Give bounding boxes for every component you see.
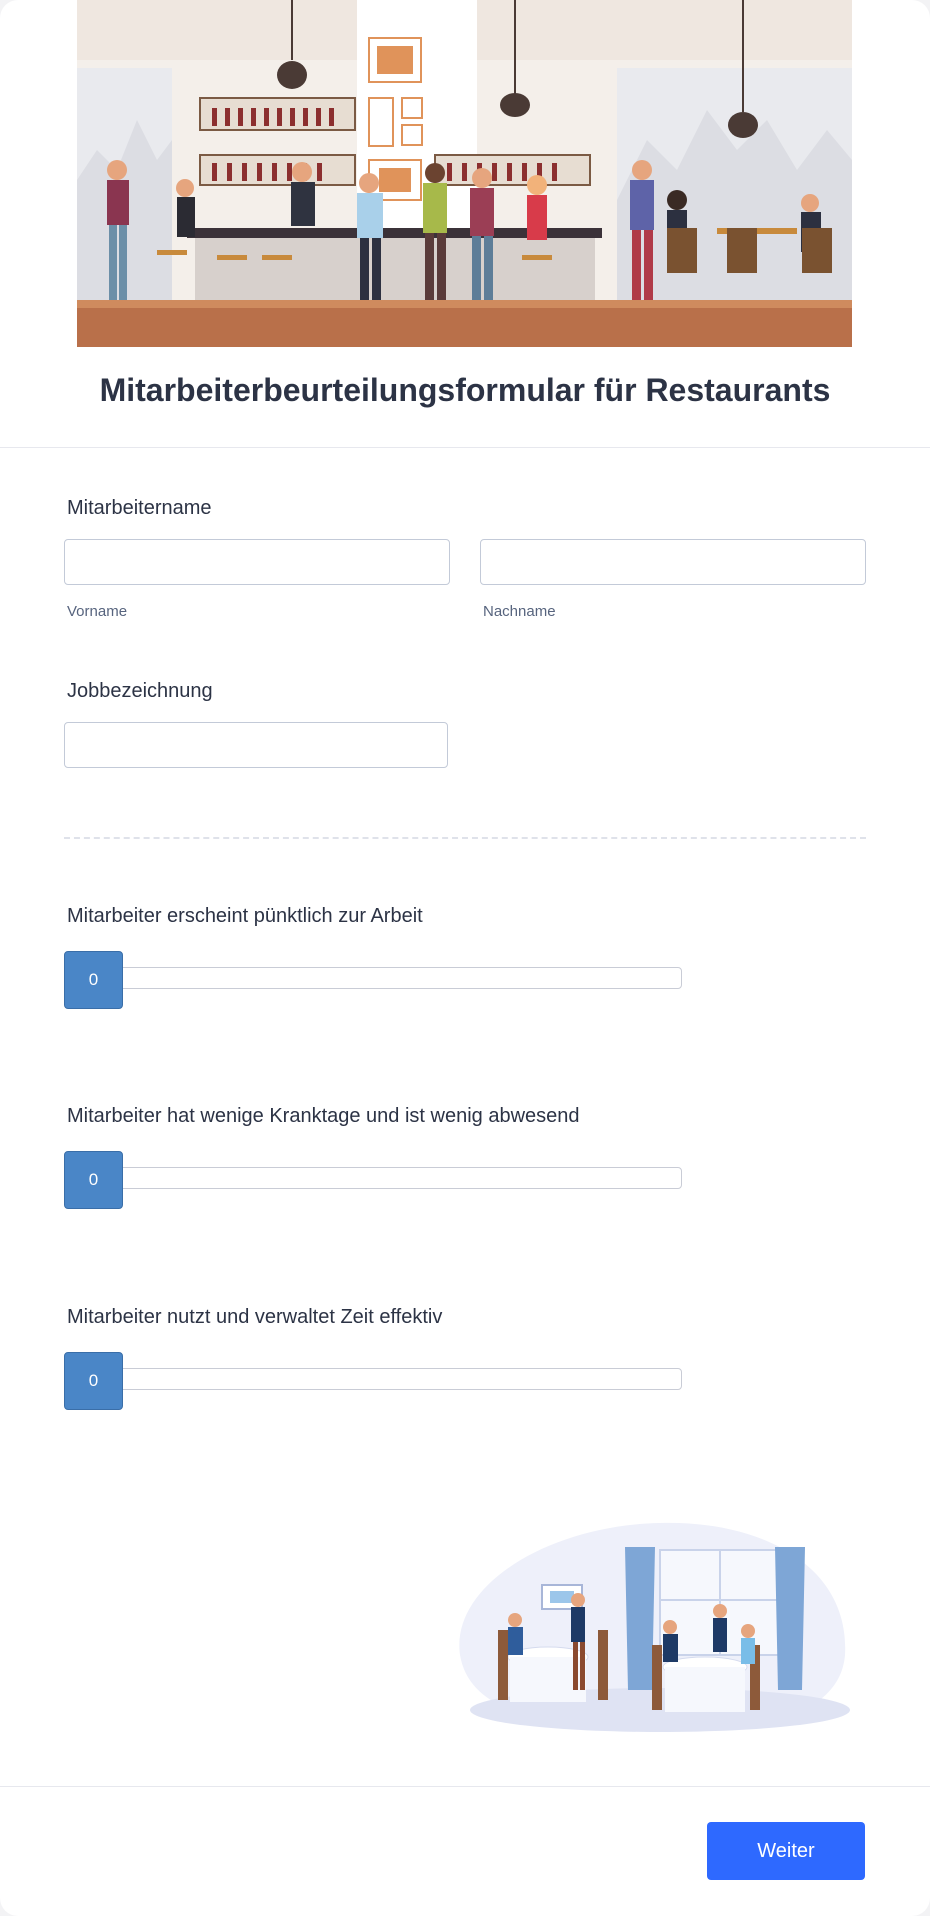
section-divider (64, 837, 866, 839)
header-divider (0, 447, 930, 448)
job-title-label: Jobbezeichnung (67, 680, 213, 702)
restaurant-bar-illustration (77, 0, 852, 347)
rating-2-label: Mitarbeiter hat wenige Kranktage und ist wenig abwesend (67, 1105, 580, 1127)
rating-2-slider-track[interactable] (118, 1167, 682, 1189)
rating-2-slider-handle[interactable]: 0 (64, 1151, 123, 1209)
employee-name-label: Mitarbeitername (67, 497, 212, 519)
last-name-input[interactable] (480, 539, 866, 585)
form-title: Mitarbeiterbeurteilungsformular für Restaurants (99, 372, 831, 408)
rating-1-slider-track[interactable] (118, 967, 682, 989)
rating-1-slider-handle[interactable]: 0 (64, 951, 123, 1009)
footer-divider (0, 1786, 930, 1787)
next-button[interactable]: Weiter (707, 1822, 865, 1880)
job-title-input[interactable] (64, 722, 448, 768)
dining-room-illustration (430, 1505, 860, 1755)
last-name-sublabel: Nachname (483, 603, 556, 620)
rating-3-slider-handle[interactable]: 0 (64, 1352, 123, 1410)
rating-3-label: Mitarbeiter nutzt und verwaltet Zeit effektiv (67, 1306, 443, 1328)
rating-1-label: Mitarbeiter erscheint pünktlich zur Arbeit (67, 905, 423, 927)
first-name-sublabel: Vorname (67, 603, 128, 620)
rating-3-slider-track[interactable] (118, 1368, 682, 1390)
first-name-input[interactable] (64, 539, 450, 585)
